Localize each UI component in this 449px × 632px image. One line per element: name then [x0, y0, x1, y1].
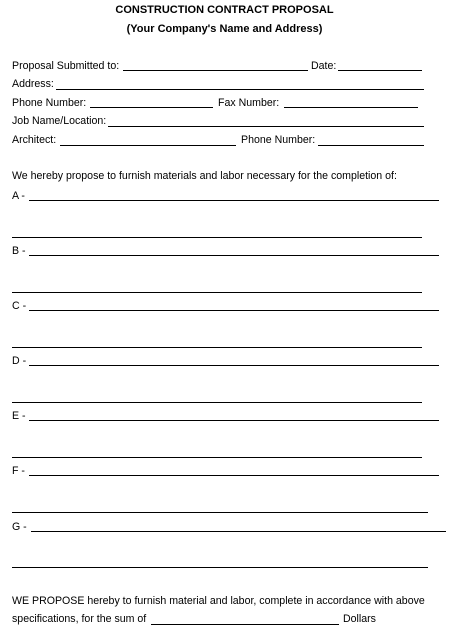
phone-label: Phone Number:: [12, 97, 87, 109]
item-b-line-1[interactable]: [29, 255, 439, 256]
fax-field[interactable]: [284, 107, 418, 108]
item-label-c: C -: [12, 300, 27, 312]
document-subtitle: (Your Company's Name and Address): [126, 23, 323, 35]
item-e-line-1[interactable]: [29, 420, 439, 421]
document-title: CONSTRUCTION CONTRACT PROPOSAL: [115, 4, 334, 16]
phone-field[interactable]: [90, 107, 213, 108]
date-field[interactable]: [338, 70, 422, 71]
item-d-line-1[interactable]: [29, 365, 439, 366]
phone2-field[interactable]: [318, 145, 424, 146]
item-g-line-1[interactable]: [31, 531, 446, 532]
phone2-label: Phone Number:: [241, 134, 316, 146]
closing-line-2: specifications, for the sum of: [12, 613, 147, 625]
dollars-label: Dollars: [343, 613, 376, 625]
item-label-f: F -: [12, 465, 25, 477]
item-f-line-2[interactable]: [12, 512, 428, 513]
item-label-a: A -: [12, 190, 25, 202]
item-label-e: E -: [12, 410, 26, 422]
item-g-line-2[interactable]: [12, 567, 428, 568]
item-f-line-1[interactable]: [29, 475, 439, 476]
item-d-line-2[interactable]: [12, 402, 422, 403]
architect-label: Architect:: [12, 134, 57, 146]
item-label-b: B -: [12, 245, 26, 257]
item-b-line-2[interactable]: [12, 292, 422, 293]
fax-label: Fax Number:: [218, 97, 280, 109]
item-label-d: D -: [12, 355, 27, 367]
sum-field[interactable]: [151, 624, 339, 625]
item-a-line-2[interactable]: [12, 237, 422, 238]
date-label: Date:: [311, 60, 337, 72]
job-label: Job Name/Location:: [12, 115, 107, 127]
item-label-g: G -: [12, 521, 27, 533]
submitted-to-label: Proposal Submitted to:: [12, 60, 120, 72]
address-label: Address:: [12, 78, 54, 90]
item-a-line-1[interactable]: [29, 200, 439, 201]
intro-text: We hereby propose to furnish materials and labor necessary for the completion of:: [12, 170, 397, 182]
item-c-line-2[interactable]: [12, 347, 422, 348]
item-c-line-1[interactable]: [29, 310, 439, 311]
address-field[interactable]: [56, 89, 424, 90]
architect-field[interactable]: [60, 145, 236, 146]
closing-line-1: WE PROPOSE hereby to furnish material and labor, complete in accordance with above: [12, 595, 425, 607]
job-field[interactable]: [108, 126, 424, 127]
item-e-line-2[interactable]: [12, 457, 422, 458]
submitted-to-field[interactable]: [123, 70, 308, 71]
